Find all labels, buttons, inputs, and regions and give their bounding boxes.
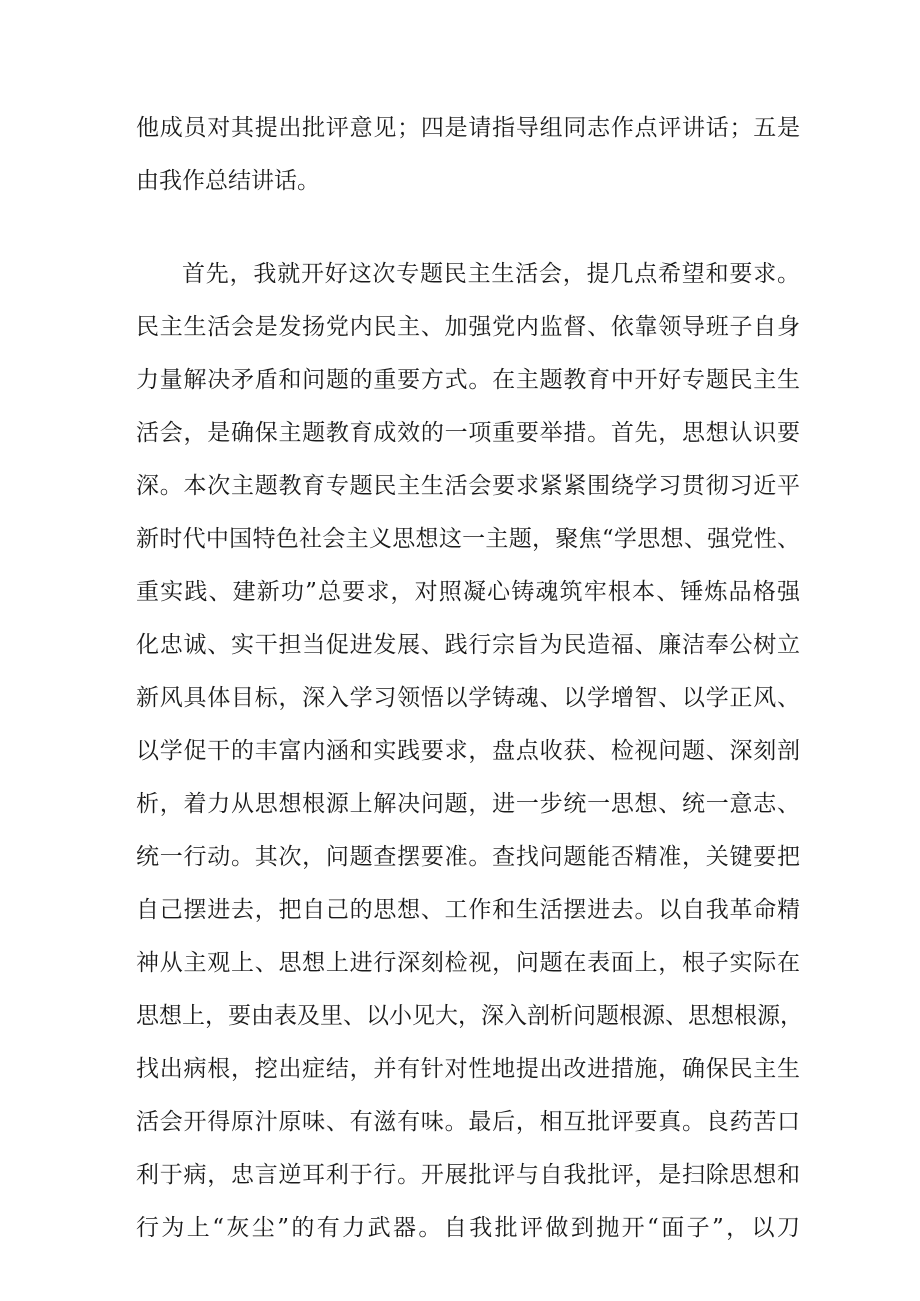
text-line: 重实践、建新功”总要求，对照凝心铸魂筑牢根本、锤炼品格强 bbox=[136, 579, 800, 605]
text-line: 他成员对其提出批评意见；四是请指导组同志作点评讲话；五是 bbox=[136, 115, 800, 141]
text-line: 新风具体目标，深入学习领悟以学铸魂、以学增智、以学正风、 bbox=[136, 685, 800, 711]
text-line: 统一行动。其次，问题查摆要准。查找问题能否精准，关键要把 bbox=[136, 844, 800, 870]
text-line: 利于病，忠言逆耳利于行。开展批评与自我批评，是扫除思想和 bbox=[136, 1162, 800, 1188]
text-line: 民主生活会是发扬党内民主、加强党内监督、依靠领导班子自身 bbox=[136, 314, 800, 340]
text-line: 行为上“灰尘”的有力武器。自我批评做到抛开“面子”，以刀 bbox=[136, 1215, 800, 1241]
text-line: 活会开得原汁原味、有滋有味。最后，相互批评要真。良药苦口 bbox=[136, 1109, 800, 1135]
text-line: 找出病根，挖出症结，并有针对性地提出改进措施，确保民主生 bbox=[136, 1056, 800, 1082]
text-line: 力量解决矛盾和问题的重要方式。在主题教育中开好专题民主生 bbox=[136, 367, 800, 393]
text-line: 化忠诚、实干担当促进发展、践行宗旨为民造福、廉洁奉公树立 bbox=[136, 632, 800, 658]
text-line: 新时代中国特色社会主义思想这一主题，聚焦“学思想、强党性、 bbox=[136, 526, 800, 552]
text-line: 神从主观上、思想上进行深刻检视，问题在表面上，根子实际在 bbox=[136, 950, 800, 976]
text-line: 析，着力从思想根源上解决问题，进一步统一思想、统一意志、 bbox=[136, 791, 800, 817]
text-line: 思想上，要由表及里、以小见大，深入剖析问题根源、思想根源， bbox=[136, 1003, 803, 1029]
text-line: 深。本次主题教育专题民主生活会要求紧紧围绕学习贯彻习近平 bbox=[136, 473, 800, 499]
text-line: 活会，是确保主题教育成效的一项重要举措。首先，思想认识要 bbox=[136, 420, 800, 446]
text-line: 由我作总结讲话。 bbox=[136, 168, 320, 194]
text-line: 以学促干的丰富内涵和实践要求，盘点收获、检视问题、深刻剖 bbox=[136, 738, 800, 764]
text-line: 自己摆进去，把自己的思想、工作和生活摆进去。以自我革命精 bbox=[136, 897, 800, 923]
text-line: 首先，我就开好这次专题民主生活会，提几点希望和要求。 bbox=[182, 261, 800, 287]
